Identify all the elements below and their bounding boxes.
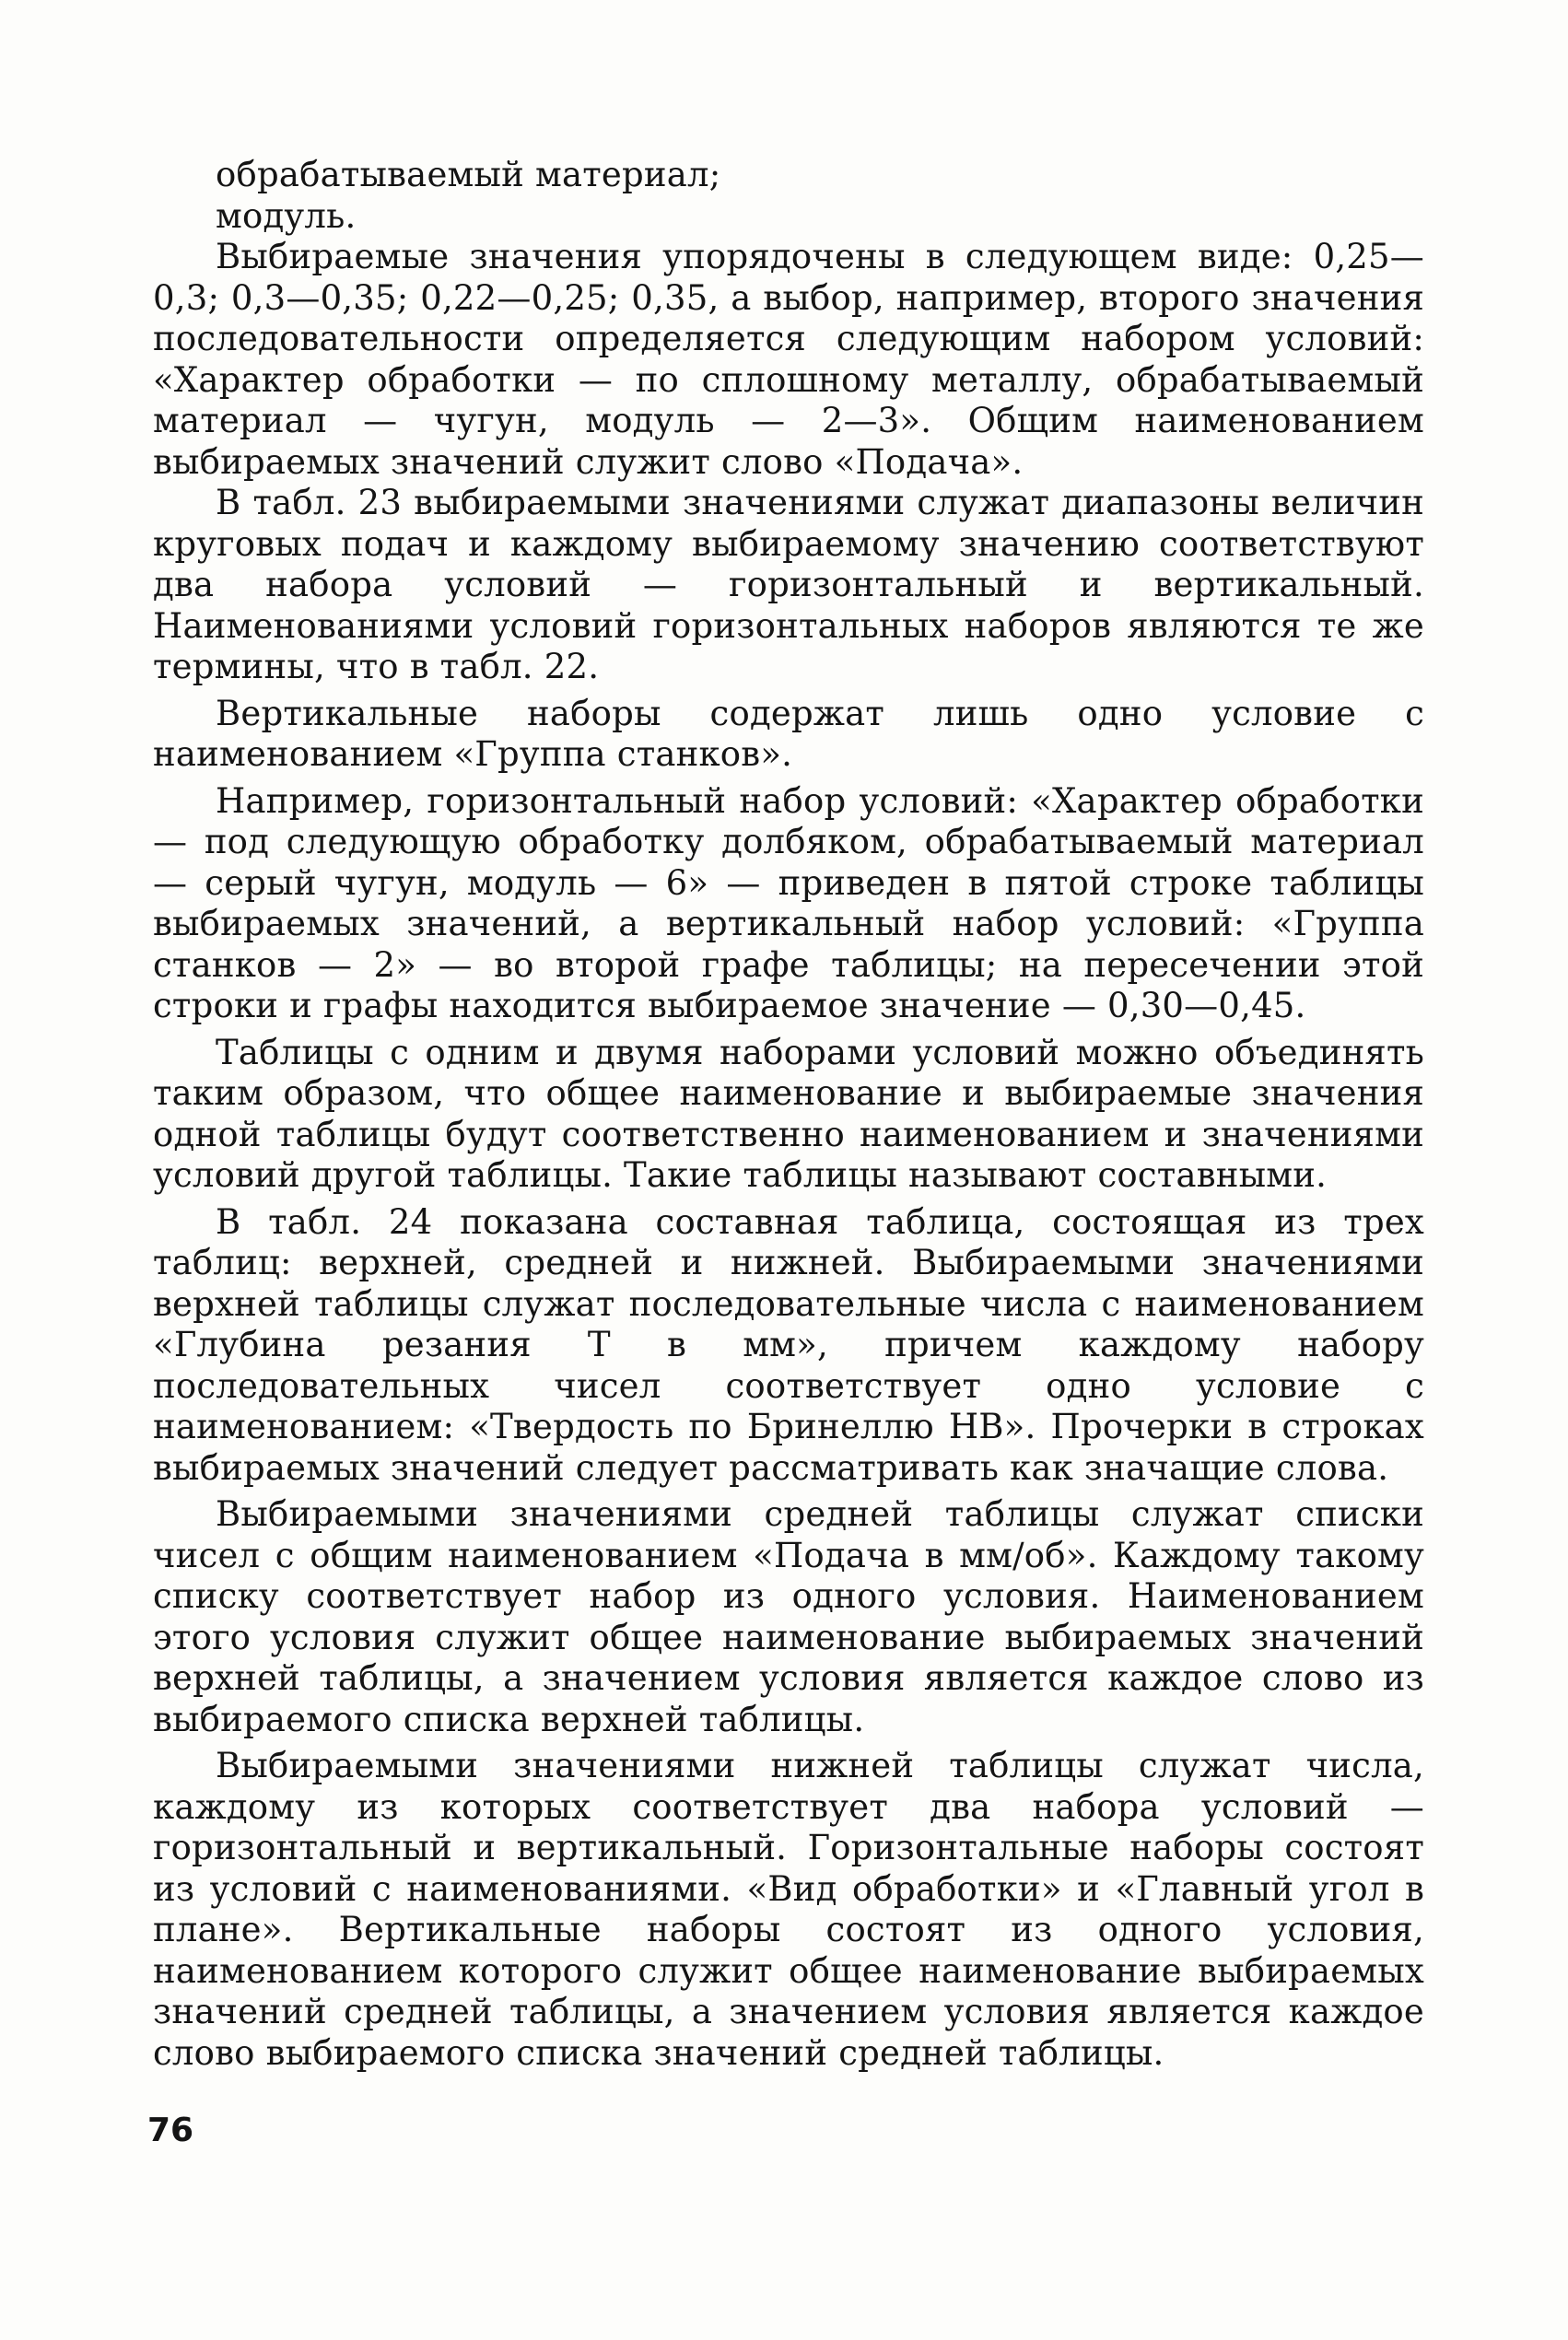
body-text <box>153 155 1424 2074</box>
paragraph-table-24: В табл. 24 показана составная таблица, состоящая из трех таблиц: верхней, средней и нижней. Выбираемыми значениями верхней таблицы служат последовательные числа с наименованием «Глубина резания T в мм», причем каждому набору последовательных чисел соответствует одно условие с наименованием: «Твердость по Бринеллю HB». Прочерки в строках выбираемых значений следует рассматривать как значащие слова. <box>153 1201 1424 1488</box>
paragraph-table-23: В табл. 23 выбираемыми значениями служат диапазоны величин круговых подач и каждому выбираемому значению соответствуют два набора условий — горизонтальный и вертикальный. Наименованиями условий горизонтальных наборов являются те же термины, что в табл. 22. <box>153 483 1424 686</box>
page-number: 76 <box>147 2112 194 2149</box>
paragraph-bottom-table: Выбираемыми значениями нижней таблицы служат числа, каждому из которых соответствует два набора условий — горизонтальный и вертикальный. Горизонтальные наборы состоят из условий с наименованиями. «Вид обработки» и «Главный угол в плане». Вертикальные наборы состоят из одного условия, наименованием которого служит общее наименование выбираемых значений средней таблицы, а значением условия является каждое слово выбираемого списка значений средней таблицы. <box>153 1746 1424 2073</box>
list-item-module: модуль. <box>216 195 357 236</box>
list-item-material: обрабатываемый материал; <box>216 155 721 194</box>
paragraph-ordered-values: Выбираемые значения упорядочены в следующем виде: 0,25—0,3; 0,3—0,35; 0,22—0,25; 0,35, а выбор, например, второго значения последовательности определяется следующим набором условий: «Характер обработки — по сплошному металлу, обрабатываемый материал — чугун, модуль — 2—3». Общим наименованием выбираемых значений служит слово «Подача». <box>153 237 1424 482</box>
paragraph-middle-table: Выбираемыми значениями средней таблицы служат списки чисел с общим наименованием «Подача в мм/об». Каждому такому списку соответствует набор из одного условия. Наименованием этого условия служит общее наименование выбираемых значений верхней таблицы, а значением условия является каждое слово из выбираемого списка верхней таблицы. <box>153 1494 1424 1739</box>
paragraph-vertical-sets: Вертикальные наборы содержат лишь одно условие с наименованием «Группа станков». <box>153 693 1424 774</box>
paragraph-example: Например, горизонтальный набор условий: «Характер обработки — под следующую обработку долбяком, обрабатываемый материал — серый чугун, модуль — 6» — приведен в пятой строке таблицы выбираемых значений, а вертикальный набор условий: «Группа станков — 2» — во второй графе таблицы; на пересечении этой строки и графы находится выбираемое значение — 0,30—0,45. <box>153 780 1424 1025</box>
paragraph-composite-tables: Таблицы с одним и двумя наборами условий можно объединять таким образом, что общее наименование и выбираемые значения одной таблицы будут соответственно наименованием и значениями условий другой таблицы. Такие таблицы называют составными. <box>153 1032 1424 1195</box>
